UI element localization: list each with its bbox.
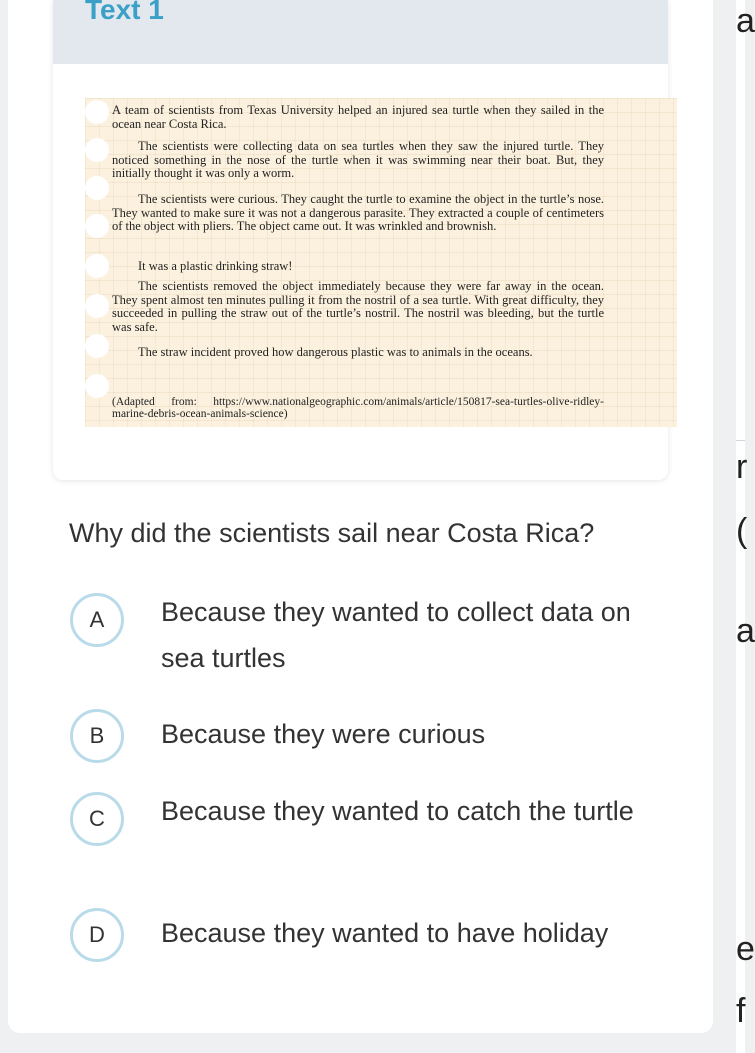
paragraph-2: The scientists were collecting data on sea turtles when they saw the injured turtle. They noticed something in the nose of the turtle when it was swimming near their boat. But, they initially thought it was only a worm. <box>112 139 604 180</box>
binder-hole <box>85 374 109 398</box>
option-c-letter: C <box>70 792 124 846</box>
paragraph-4: It was a plastic drinking straw! <box>138 259 293 273</box>
option-d-text: Because they wanted to have holiday <box>161 918 609 948</box>
option-c[interactable] <box>70 792 670 892</box>
binder-hole <box>85 176 109 200</box>
edge-fragment: a <box>736 2 755 40</box>
paragraph-6: The straw incident proved how dangerous plastic was to animals in the oceans. <box>138 345 533 359</box>
article-paragraph <box>112 140 604 181</box>
option-a[interactable] <box>70 593 670 693</box>
option-a-text: Because they wanted to collect data on sea turtles <box>161 597 631 673</box>
edge-fragment: ( <box>736 512 748 550</box>
edge-fragment: e <box>736 930 755 968</box>
edge-fragment: r <box>736 448 748 486</box>
option-b-text: Because they were curious <box>161 719 486 749</box>
option-b[interactable] <box>70 709 670 765</box>
option-c-text: Because they wanted to catch the turtle <box>161 796 634 826</box>
article-source <box>112 396 604 420</box>
binder-hole <box>85 214 109 238</box>
option-d-letter: D <box>70 908 124 962</box>
text-card-header <box>53 0 668 64</box>
text-card-title: Text 1 <box>85 0 164 25</box>
option-d[interactable] <box>70 908 670 964</box>
adjacent-card-divider <box>736 440 745 441</box>
paragraph-1: A team of scientists from Texas University helped an injured sea turtle when they sailed in the ocean near Costa Rica. <box>112 103 604 131</box>
option-b-letter: B <box>70 709 124 763</box>
paragraph-5: The scientists removed the object immediately because they were far away in the ocean. They spent almost ten minutes pulling it from the nostril of a sea turtle. With great difficulty, they succeeded in pulling the straw out of the turtle’s nostril. The nostril was bleeding, but the turtle was safe. <box>112 279 604 334</box>
article-paragraph <box>112 104 604 131</box>
article-paragraph <box>112 260 604 274</box>
article-paragraph <box>112 280 604 334</box>
binder-holes <box>85 98 115 427</box>
article-paragraph <box>112 346 604 360</box>
edge-fragment: a <box>736 612 755 650</box>
binder-hole <box>85 138 109 162</box>
source-citation: (Adapted from: https://www.nationalgeographic.com/animals/article/150817-sea-turtles-olive-ridley-marine-debris-ocean-animals-science) <box>112 396 604 420</box>
binder-hole <box>85 334 109 358</box>
binder-hole <box>85 254 109 278</box>
article-image <box>85 98 677 427</box>
paragraph-3: The scientists were curious. They caught the turtle to examine the object in the turtle’s nose. They wanted to make sure it was not a dangerous parasite. They extracted a couple of centimeters of the object with pliers. The object came out. It was wrinkled and brownish. <box>112 192 604 233</box>
option-a-letter: A <box>70 593 124 647</box>
binder-hole <box>85 100 109 124</box>
question-text: Why did the scientists sail near Costa Rica? <box>69 518 595 548</box>
binder-hole <box>85 294 109 318</box>
article-paragraph <box>112 193 604 234</box>
edge-fragment: f <box>736 992 746 1030</box>
